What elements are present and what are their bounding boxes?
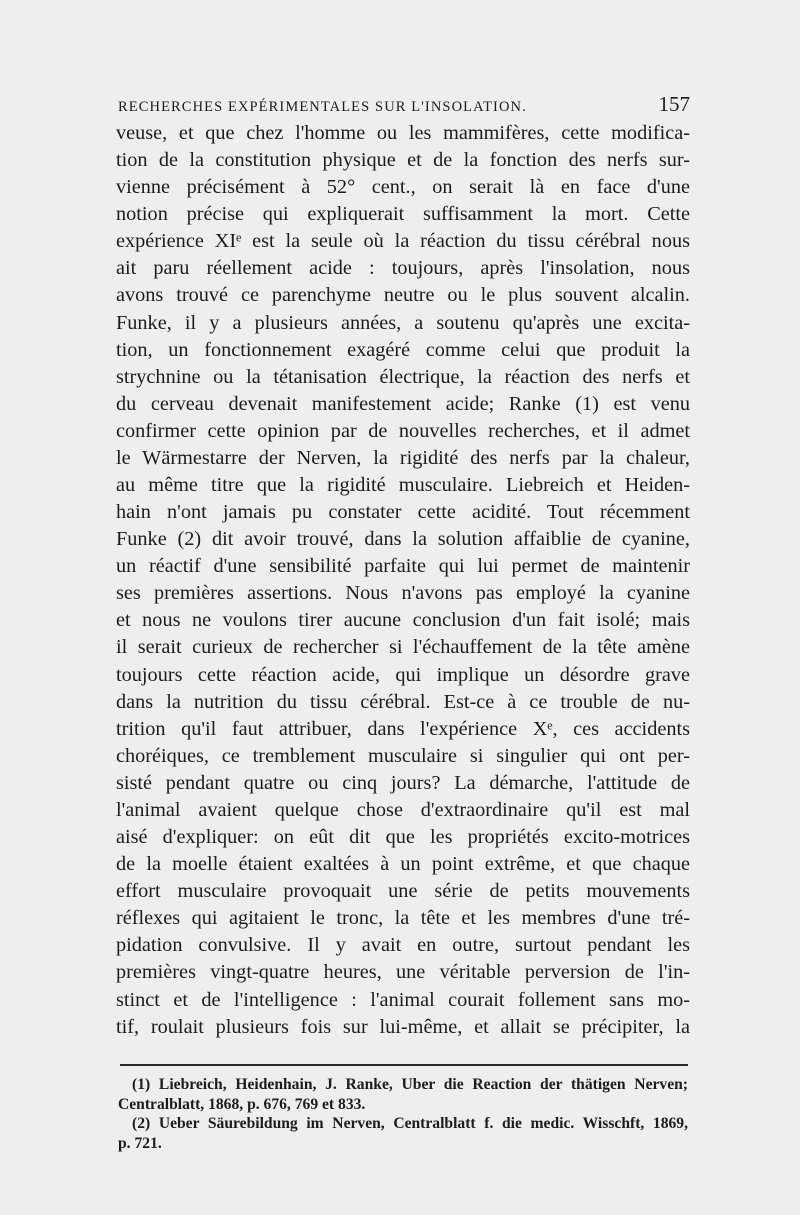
text-line: pidation convulsive. Il y avait en outre, surtout pendant les bbox=[116, 934, 690, 957]
text-line: choréiques, ce tremblement musculaire si singulier qui ont per- bbox=[116, 744, 690, 767]
footnote-line: (1) Liebreich, Heidenhain, J. Ranke, Uber die Reaction der thätigen Nerven; bbox=[132, 1076, 688, 1093]
text-line: de la moelle étaient exaltées à un point extrême, et que chaque bbox=[116, 853, 690, 876]
text-line: vienne précisément à 52° cent., on serait là en face d'une bbox=[116, 176, 690, 199]
text-line: Funke, il y a plusieurs années, a soutenu qu'après une excita- bbox=[116, 311, 690, 334]
footnote-line: (2) Ueber Säurebildung im Nerven, Centralblatt f. die medic. Wisschft, 1869, bbox=[132, 1115, 688, 1132]
text-line: aisé d'expliquer: on eût dit que les propriétés excito-motrices bbox=[116, 826, 690, 849]
footnote-rule bbox=[120, 1064, 688, 1066]
text-line: effort musculaire provoquait une série de petits mouvements bbox=[116, 880, 690, 903]
text-line: sisté pendant quatre ou cinq jours? La démarche, l'attitude de bbox=[116, 771, 690, 794]
text-line: Funke (2) dit avoir trouvé, dans la solution affaiblie de cyanine, bbox=[116, 528, 690, 551]
body-text bbox=[116, 120, 690, 1041]
running-title: RECHERCHES EXPÉRIMENTALES SUR L'INSOLATION. bbox=[118, 99, 527, 115]
text-line: expérience XIᵉ est la seule où la réaction du tissu cérébral nous bbox=[116, 230, 690, 253]
text-line: confirmer cette opinion par de nouvelles recherches, et il admet bbox=[116, 419, 690, 442]
text-line: au même titre que la rigidité musculaire. Liebreich et Heiden- bbox=[116, 474, 690, 497]
text-line: l'animal avaient quelque chose d'extraordinaire qu'il est mal bbox=[116, 798, 690, 821]
text-line: le Wärmestarre der Nerven, la rigidité des nerfs par la chaleur, bbox=[116, 446, 690, 469]
text-line: tif, roulait plusieurs fois sur lui-même, et allait se précipiter, la bbox=[116, 1015, 690, 1038]
text-line: ait paru réellement acide : toujours, après l'insolation, nous bbox=[116, 257, 690, 280]
text-line: réflexes qui agitaient le tronc, la tête et les membres d'une tré- bbox=[116, 907, 690, 930]
text-line: tion de la constitution physique et de la fonction des nerfs sur- bbox=[116, 149, 690, 172]
text-line: strychnine ou la tétanisation électrique, la réaction des nerfs et bbox=[116, 365, 690, 388]
text-line: stinct et de l'intelligence : l'animal courait follement sans mo- bbox=[116, 988, 690, 1011]
text-line: tion, un fonctionnement exagéré comme celui que produit la bbox=[116, 338, 690, 361]
text-line: avons trouvé ce parenchyme neutre ou le plus souvent alcalin. bbox=[116, 284, 690, 307]
text-line: veuse, et que chez l'homme ou les mammifères, cette modifica- bbox=[116, 122, 690, 144]
text-line: notion précise qui expliquerait suffisamment la mort. Cette bbox=[116, 203, 690, 226]
footnote-line: Centralblatt, 1868, p. 676, 769 et 833. bbox=[118, 1095, 366, 1113]
text-line: dans la nutrition du tissu cérébral. Est-ce à ce trouble de nu- bbox=[116, 690, 690, 713]
footnotes bbox=[118, 1075, 688, 1153]
text-line: et nous ne voulons tirer aucune conclusion d'un fait isolé; mais bbox=[116, 609, 690, 632]
text-line: ses premières assertions. Nous n'avons pas employé la cyanine bbox=[116, 582, 690, 605]
text-line: toujours cette réaction acide, qui implique un désordre grave bbox=[116, 663, 690, 686]
text-line: du cerveau devenait manifestement acide; Ranke (1) est venu bbox=[116, 392, 690, 415]
text-line: il serait curieux de rechercher si l'échauffement de la tête amène bbox=[116, 636, 690, 659]
text-line: un réactif d'une sensibilité parfaite qui lui permet de maintenir bbox=[116, 555, 690, 578]
page-number: 157 bbox=[658, 92, 690, 116]
text-line: hain n'ont jamais pu constater cette acidité. Tout récemment bbox=[116, 501, 690, 524]
running-header bbox=[118, 92, 690, 117]
footnote-line: p. 721. bbox=[118, 1134, 162, 1152]
text-line: trition qu'il faut attribuer, dans l'expérience Xᵉ, ces accidents bbox=[116, 717, 690, 740]
text-line: premières vingt-quatre heures, une véritable perversion de l'in- bbox=[116, 961, 690, 984]
